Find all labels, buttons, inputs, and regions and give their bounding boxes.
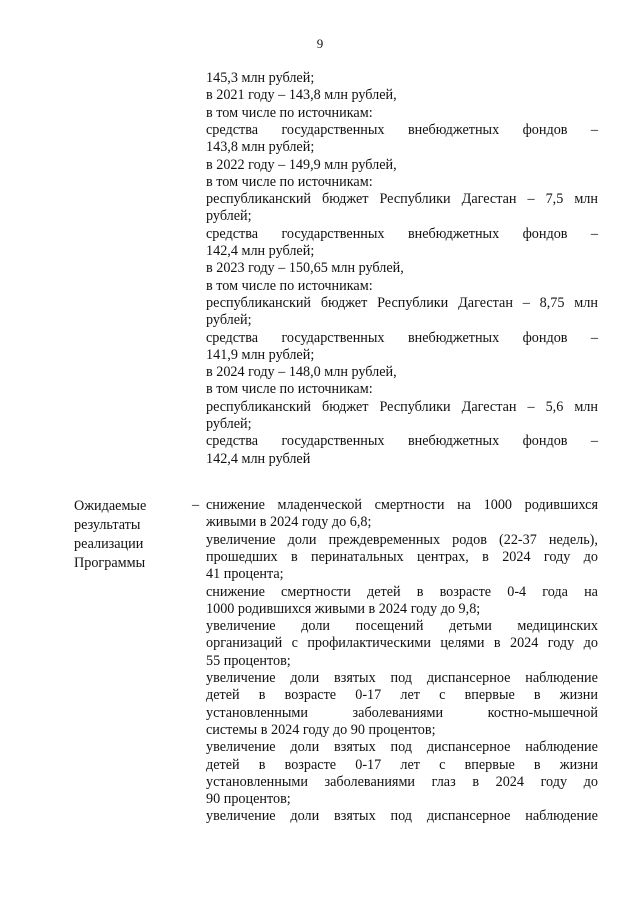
text-line: 90 процентов;: [206, 791, 291, 808]
results-label-line: реализации: [74, 536, 144, 552]
word: перинатальных: [310, 548, 404, 565]
text-line: [206, 584, 598, 601]
word: детей: [366, 583, 401, 600]
word: средства: [206, 329, 259, 346]
word: 7,5: [545, 191, 564, 208]
word: наблюдение: [525, 670, 598, 686]
text-line: [206, 295, 598, 312]
word: государственных: [281, 225, 385, 242]
text-line: [206, 739, 598, 756]
word: внебюджетных: [407, 225, 500, 242]
word: фондов: [522, 433, 568, 450]
text-line: [206, 122, 598, 139]
word: с: [439, 687, 446, 704]
word: 2024: [509, 635, 539, 652]
word: году: [547, 635, 575, 652]
word: младенческой: [277, 497, 362, 513]
word: наблюдение: [525, 739, 598, 756]
word: 0-17: [355, 687, 382, 704]
word: млн: [574, 191, 598, 208]
text-line: рублей;: [206, 416, 252, 432]
word: прошедших: [206, 548, 278, 565]
text-line: 142,4 млн рублей: [206, 450, 311, 467]
text-line: [206, 635, 598, 652]
word: доли: [290, 739, 320, 756]
word: фондов: [522, 329, 568, 346]
text-line: [206, 330, 598, 347]
word: наблюдение: [525, 808, 598, 825]
word: взятых: [334, 739, 376, 756]
text-line: 145,3 млн рублей;: [206, 70, 315, 86]
word: родившихся: [524, 497, 598, 513]
word: с: [291, 635, 298, 652]
word: 0-17: [355, 756, 382, 773]
word: профилактическими: [307, 635, 431, 652]
word: млн: [574, 398, 598, 415]
text-line: [206, 757, 598, 774]
word: млн: [574, 294, 598, 311]
word: внебюджетных: [407, 121, 500, 138]
results-label-line: Программы: [74, 555, 146, 571]
word: Дагестан: [461, 191, 517, 208]
word: году: [543, 548, 571, 565]
text-line: [206, 433, 598, 450]
text-line: в 2022 году – 149,9 млн рублей,: [206, 156, 397, 173]
word: увеличение: [206, 739, 276, 756]
results-label-line: результаты: [74, 517, 141, 533]
word: на: [584, 583, 598, 600]
text-line: системы в 2024 году до 90 процентов;: [206, 721, 436, 738]
word: Республики: [379, 191, 451, 208]
word: в: [258, 756, 266, 773]
word: –: [590, 329, 598, 346]
word: костно-мышечной: [487, 704, 598, 721]
text-line: 1000 родившихся живыми в 2024 году до 9,8;: [206, 600, 481, 617]
word: внебюджетных: [407, 433, 500, 450]
word: до: [583, 635, 598, 652]
word: под: [390, 808, 412, 825]
word: установленными: [206, 704, 308, 721]
word: медицинских: [517, 618, 598, 635]
word: диспансерное: [426, 670, 511, 686]
word: преждевременных: [328, 531, 441, 548]
word: 8,75: [539, 294, 565, 311]
word: (22-37: [499, 531, 537, 548]
word: посещений: [355, 618, 424, 635]
word: диспансерное: [426, 739, 511, 756]
word: впервые: [464, 756, 515, 773]
word: диспансерное: [426, 808, 511, 825]
text-line: [206, 774, 598, 791]
text-line: [206, 808, 598, 825]
word: государственных: [281, 329, 385, 346]
word: под: [390, 670, 412, 686]
word: возрасте: [284, 756, 337, 773]
text-line: [206, 226, 598, 243]
word: целями: [440, 635, 485, 652]
text-line: 55 процентов;: [206, 652, 291, 669]
word: Дагестан: [458, 294, 513, 311]
word: впервые: [464, 687, 515, 704]
text-line: [206, 191, 598, 208]
word: 2024: [495, 773, 524, 790]
text-line: 141,9 млн рублей;: [206, 346, 315, 363]
word: организаций: [206, 635, 283, 652]
text-line: в том числе по источникам:: [206, 173, 373, 190]
word: республиканский: [206, 191, 312, 208]
text-line: [206, 670, 598, 687]
word: детей: [206, 756, 240, 773]
word: внебюджетных: [407, 329, 500, 346]
word: бюджет: [322, 398, 369, 415]
word: центрах,: [416, 548, 469, 565]
word: увеличение: [206, 808, 276, 825]
word: государственных: [281, 433, 385, 450]
word: лет: [400, 756, 420, 773]
word: –: [590, 433, 598, 450]
results-dash: –: [192, 497, 200, 513]
word: средства: [206, 433, 259, 450]
word: взятых: [334, 670, 376, 686]
text-line: в том числе по источникам:: [206, 381, 373, 398]
word: в: [290, 548, 298, 565]
word: республиканский: [206, 398, 312, 415]
word: возрасте: [439, 583, 492, 600]
word: под: [390, 739, 412, 756]
word: средства: [206, 225, 259, 242]
word: 0-4: [507, 583, 527, 600]
word: взятых: [334, 808, 376, 825]
text-line: [206, 618, 598, 635]
word: жизни: [559, 687, 598, 704]
word: доли: [301, 618, 331, 635]
text-line: [206, 497, 598, 514]
text-line: 41 процента;: [206, 566, 284, 583]
word: 2024: [502, 548, 531, 565]
word: увеличение: [206, 618, 276, 635]
word: снижение: [206, 583, 265, 600]
word: с: [439, 756, 446, 773]
word: в: [416, 583, 424, 600]
word: увеличение: [206, 670, 276, 686]
word: –: [590, 121, 598, 138]
text-line: в 2021 году – 143,8 млн рублей,: [206, 87, 397, 104]
word: доли: [290, 808, 320, 825]
word: Республики: [377, 294, 449, 311]
word: возрасте: [284, 687, 337, 704]
text-line: рублей;: [206, 208, 252, 225]
text-line: [206, 399, 598, 416]
word: до: [583, 548, 598, 565]
word: –: [527, 191, 535, 208]
word: Дагестан: [461, 398, 517, 415]
text-line: в 2023 году – 150,65 млн рублей,: [206, 260, 404, 277]
word: лет: [400, 687, 420, 704]
word: бюджет: [320, 294, 368, 311]
word: в: [258, 687, 266, 704]
word: до: [583, 773, 598, 790]
word: родов: [452, 531, 487, 548]
word: государственных: [281, 121, 385, 138]
word: 1000: [483, 497, 512, 513]
text-line: в том числе по источникам:: [206, 104, 373, 121]
word: увеличение: [206, 531, 276, 548]
word: году: [540, 773, 568, 790]
text-line: в том числе по источникам:: [206, 277, 373, 294]
page-number: 9: [316, 36, 324, 51]
text-line: 143,8 млн рублей;: [206, 139, 315, 156]
word: жизни: [559, 756, 598, 773]
word: –: [527, 398, 535, 415]
word: в: [493, 635, 501, 652]
word: доли: [287, 531, 317, 548]
word: –: [522, 294, 530, 311]
word: глаз: [431, 773, 456, 790]
word: в: [533, 687, 541, 704]
word: детей: [206, 687, 240, 704]
word: 5,6: [545, 398, 564, 415]
text-line: [206, 532, 598, 549]
word: на: [457, 497, 471, 513]
word: года: [542, 583, 568, 600]
word: Республики: [379, 398, 451, 415]
word: фондов: [522, 225, 568, 242]
word: детьми: [449, 618, 492, 635]
text-line: живыми в 2024 году до 6,8;: [206, 514, 372, 531]
word: заболеваниями: [352, 704, 444, 721]
word: заболеваниями: [324, 773, 416, 790]
word: смертности: [374, 497, 445, 513]
text-line: рублей;: [206, 312, 252, 329]
word: смертности: [281, 583, 351, 600]
word: в: [533, 756, 541, 773]
text-line: в 2024 году – 148,0 млн рублей,: [206, 364, 397, 381]
word: –: [590, 225, 598, 242]
text-line: [206, 687, 598, 704]
word: доли: [290, 670, 320, 686]
word: в: [472, 773, 480, 790]
word: республиканский: [206, 294, 312, 311]
word: недель),: [548, 531, 598, 548]
word: снижение: [206, 497, 265, 513]
results-label-line: Ожидаемые: [74, 498, 147, 514]
word: в: [482, 548, 489, 565]
word: бюджет: [322, 191, 369, 208]
text-line: [206, 549, 598, 566]
text-line: [206, 705, 598, 722]
word: фондов: [522, 121, 568, 138]
text-line: 142,4 млн рублей;: [206, 243, 315, 259]
word: установленными: [206, 773, 308, 790]
word: средства: [206, 121, 259, 138]
